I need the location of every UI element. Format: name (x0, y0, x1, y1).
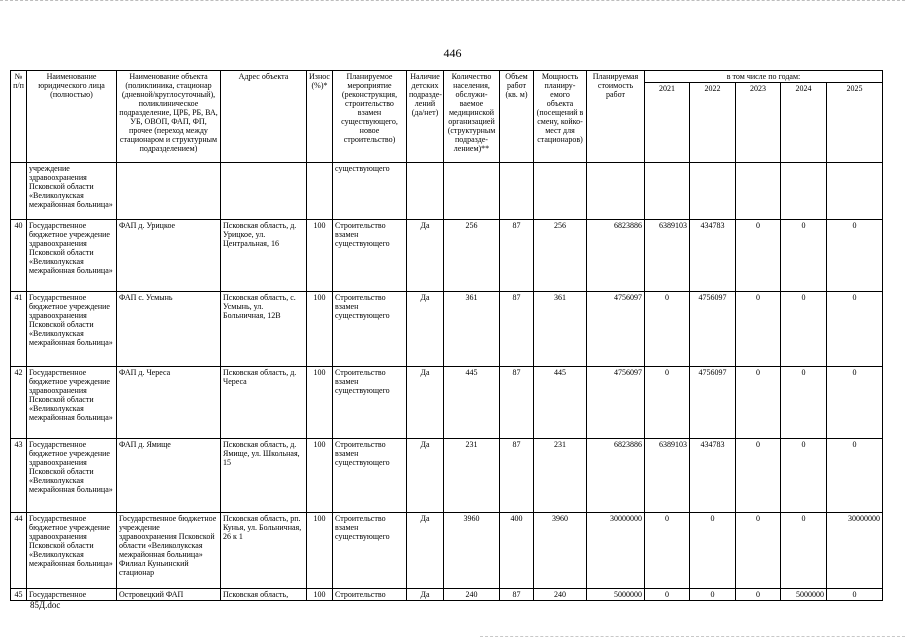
cell-cost: 30000000 (587, 513, 645, 589)
header-address: Адрес объекта (221, 71, 307, 163)
table-row (11, 367, 883, 439)
cell-address: Псковская область, рп. Кунья, ул. Больничная, 26 к 1 (221, 513, 307, 589)
cell-2024: 0 (781, 513, 827, 589)
scan-edge-top (0, 0, 905, 6)
cell-children: Да (407, 220, 444, 292)
cell-entity: учреждение здравоохранения Псковской области «Великолукская межрайонная больница» (27, 163, 117, 220)
cell-entity: Государственное бюджетное учреждение здравоохранения Псковской области «Великолукская межрайонная больница» (27, 367, 117, 439)
cell-children: Да (407, 513, 444, 589)
cell-volume: 87 (500, 589, 534, 601)
cell-address: Псковская область, д. Ямище, ул. Школьная, 15 (221, 439, 307, 513)
cell-volume: 400 (500, 513, 534, 589)
cell-2023: 0 (736, 513, 781, 589)
cell-2021: 0 (645, 589, 690, 601)
header-capacity: Мощность планиру-емого объекта (посещений в смену, койко-мест для стационаров) (534, 71, 587, 163)
cell-2022: 434783 (690, 439, 736, 513)
cell-activity: Строительство взамен существующего (333, 367, 407, 439)
investment-table (10, 70, 883, 601)
cell-volume: 87 (500, 439, 534, 513)
cell-2021: 0 (645, 367, 690, 439)
cell-cost: 4756097 (587, 367, 645, 439)
cell-children: Да (407, 439, 444, 513)
cell-wear: 100 (307, 439, 333, 513)
cell-2025: 0 (827, 292, 883, 367)
header-year-2022: 2022 (690, 83, 736, 163)
cell-2023: 0 (736, 220, 781, 292)
cell-volume: 87 (500, 367, 534, 439)
cell-object: Государственное бюджетное учреждение здравоохранения Псковской области «Великолукская межрайонная больница» Филиал Куньинский стационар (117, 513, 221, 589)
header-wear: Износ (%)* (307, 71, 333, 163)
cell-num: 43 (11, 439, 27, 513)
cell-volume (500, 163, 534, 220)
cell-2022: 4756097 (690, 292, 736, 367)
cell-capacity: 3960 (534, 513, 587, 589)
table-row (11, 589, 883, 601)
cell-activity: Строительство взамен существующего (333, 292, 407, 367)
cell-cost: 6823886 (587, 220, 645, 292)
document-filename: 85Д.doc (30, 600, 61, 610)
cell-2021: 0 (645, 513, 690, 589)
cell-entity: Государственное бюджетное учреждение здравоохранения Псковской области «Великолукская межрайонная больница» (27, 439, 117, 513)
cell-2023: 0 (736, 292, 781, 367)
header-children: Наличие детских подразде-лений (да/нет) (407, 71, 444, 163)
cell-wear: 100 (307, 292, 333, 367)
cell-2024: 0 (781, 292, 827, 367)
cell-2023: 0 (736, 439, 781, 513)
page-number: 446 (443, 46, 462, 60)
cell-2024: 0 (781, 439, 827, 513)
cell-wear: 100 (307, 589, 333, 601)
cell-2025: 0 (827, 439, 883, 513)
cell-2024 (781, 163, 827, 220)
cell-entity: Государственное бюджетное учреждение здравоохранения Псковской области «Великолукская межрайонная больница» (27, 513, 117, 589)
cell-entity: Государственное (27, 589, 117, 601)
cell-object (117, 163, 221, 220)
cell-activity: Строительство взамен существующего (333, 439, 407, 513)
cell-2022 (690, 163, 736, 220)
cell-entity: Государственное бюджетное учреждение здравоохранения Псковской области «Великолукская межрайонная больница» (27, 220, 117, 292)
cell-address (221, 163, 307, 220)
cell-wear: 100 (307, 220, 333, 292)
cell-2025 (827, 163, 883, 220)
cell-children: Да (407, 292, 444, 367)
cell-volume: 87 (500, 292, 534, 367)
cell-cost (587, 163, 645, 220)
cell-activity: Строительство взамен существующего (333, 220, 407, 292)
cell-cost: 5000000 (587, 589, 645, 601)
cell-2024: 5000000 (781, 589, 827, 601)
cell-2025: 0 (827, 367, 883, 439)
header-volume: Объем работ (кв. м) (500, 71, 534, 163)
cell-capacity: 361 (534, 292, 587, 367)
cell-address: Псковская область, с. Усмынь, ул. Больничная, 12В (221, 292, 307, 367)
cell-children: Да (407, 589, 444, 601)
scan-edge-bottom (480, 636, 905, 638)
cell-wear: 100 (307, 513, 333, 589)
cell-children: Да (407, 367, 444, 439)
header-activity: Планируемое мероприятие (реконструкция, строительство взамен существующего, новое строительство) (333, 71, 407, 163)
cell-address: Псковская область, (221, 589, 307, 601)
cell-2025: 30000000 (827, 513, 883, 589)
cell-wear (307, 163, 333, 220)
header-object: Наименование объекта (поликлиника, стационар (дневной/круглосуточный), поликлиническое подразделение, ЦРБ, РБ, ВА, УБ, ОВОП, ФАП, ФП, прочее (переход между стационаром и структурным подразделением) (117, 71, 221, 163)
cell-2021: 0 (645, 292, 690, 367)
header-year-2023: 2023 (736, 83, 781, 163)
cell-2023 (736, 163, 781, 220)
header-year-2025: 2025 (827, 83, 883, 163)
table-row (11, 292, 883, 367)
cell-object: ФАП д. Урицкое (117, 220, 221, 292)
header-entity: Наименование юридического лица (полностью) (27, 71, 117, 163)
table-row-continuation (11, 163, 883, 220)
cell-population: 231 (444, 439, 500, 513)
cell-2022: 0 (690, 513, 736, 589)
cell-object: Островецкий ФАП (117, 589, 221, 601)
cell-population: 256 (444, 220, 500, 292)
cell-capacity (534, 163, 587, 220)
cell-population: 3960 (444, 513, 500, 589)
cell-2024: 0 (781, 220, 827, 292)
cell-2023: 0 (736, 589, 781, 601)
cell-capacity: 240 (534, 589, 587, 601)
cell-2021: 6389103 (645, 220, 690, 292)
header-population: Количество населения, обслужи-ваемое медицинской организацией (структурным подразде-лением)** (444, 71, 500, 163)
cell-cost: 4756097 (587, 292, 645, 367)
cell-capacity: 256 (534, 220, 587, 292)
cell-activity: Строительство (333, 589, 407, 601)
cell-2025: 0 (827, 220, 883, 292)
cell-2022: 0 (690, 589, 736, 601)
cell-num: 42 (11, 367, 27, 439)
cell-children (407, 163, 444, 220)
cell-num: 44 (11, 513, 27, 589)
header-by-years: в том числе по годам: (645, 71, 883, 83)
cell-capacity: 445 (534, 367, 587, 439)
cell-activity: Строительство взамен существующего (333, 513, 407, 589)
cell-2025: 0 (827, 589, 883, 601)
cell-num (11, 163, 27, 220)
cell-object: ФАП с. Усмынь (117, 292, 221, 367)
cell-2024: 0 (781, 367, 827, 439)
cell-population: 240 (444, 589, 500, 601)
cell-volume: 87 (500, 220, 534, 292)
cell-num: 40 (11, 220, 27, 292)
header-num: № п/п (11, 71, 27, 163)
cell-wear: 100 (307, 367, 333, 439)
table-row (11, 439, 883, 513)
cell-population (444, 163, 500, 220)
cell-num: 41 (11, 292, 27, 367)
table-row (11, 513, 883, 589)
cell-activity: существующего (333, 163, 407, 220)
cell-population: 445 (444, 367, 500, 439)
cell-2021: 6389103 (645, 439, 690, 513)
table-row (11, 220, 883, 292)
cell-capacity: 231 (534, 439, 587, 513)
header-year-2021: 2021 (645, 83, 690, 163)
cell-object: ФАП д. Череса (117, 367, 221, 439)
cell-cost: 6823886 (587, 439, 645, 513)
cell-address: Псковская область, д. Череса (221, 367, 307, 439)
header-cost: Планируемая стоимость работ (587, 71, 645, 163)
cell-address: Псковская область, д. Урицкое, ул. Центральная, 16 (221, 220, 307, 292)
cell-2021 (645, 163, 690, 220)
cell-population: 361 (444, 292, 500, 367)
cell-num: 45 (11, 589, 27, 601)
cell-2022: 434783 (690, 220, 736, 292)
cell-object: ФАП д. Ямище (117, 439, 221, 513)
cell-2023: 0 (736, 367, 781, 439)
cell-2022: 4756097 (690, 367, 736, 439)
cell-entity: Государственное бюджетное учреждение здравоохранения Псковской области «Великолукская межрайонная больница» (27, 292, 117, 367)
header-year-2024: 2024 (781, 83, 827, 163)
